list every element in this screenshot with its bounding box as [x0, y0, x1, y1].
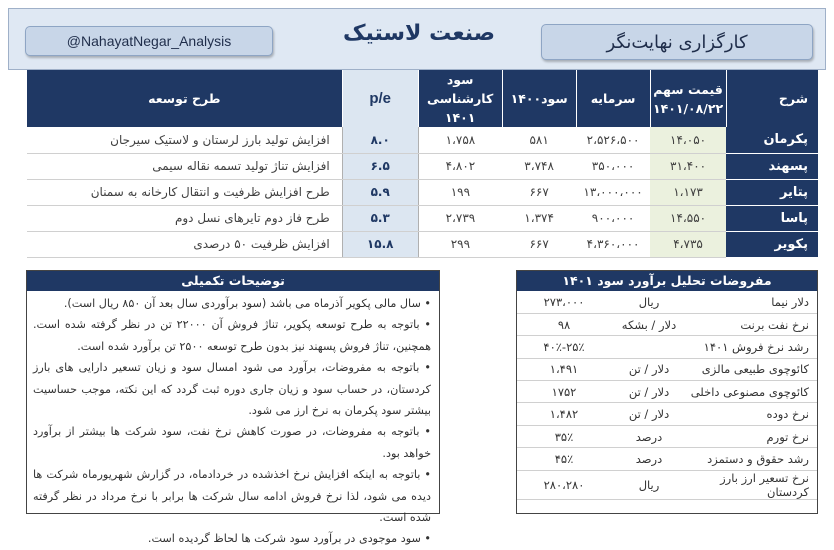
assumption-label: نرخ تورم [687, 425, 817, 447]
notes-body [27, 291, 439, 550]
note-item: • باتوجه به اینکه افزایش نرخ اخذشده در خردادماه، در گزارش شهریورماه شرکت ها دیده می شود، لذا نرخ فروش ادامه سال شرکت ها برابر با نرخ مرداد در نظر گرفته شده است. [33, 468, 431, 525]
plan-cell: طرح افزایش ظرفیت و انتقال کارخانه به سمنان [27, 179, 343, 205]
col-header-symbol: شرح [726, 70, 818, 127]
assumption-label: کائوچوی طبیعی مالزی [687, 358, 817, 380]
price-cell: ۱۴،۰۵۰ [650, 127, 726, 153]
col-header-capital: سرمایه [576, 70, 650, 127]
assumption-value: ۲۷۳،۰۰۰ [517, 291, 611, 313]
note-item: • سال مالی پکویر آذرماه می باشد (سود برآوردی سال بعد آن ۸۵۰ ریال است). [63, 297, 431, 310]
table-row [27, 179, 819, 205]
note-item: • باتوجه به مفروضات، برآورد می شود امسال سود و زیان تسعیر دارایی های بارز کردستان، در حساب سود و زیان جاری دوره ثبت گردد که این نکته، موجب حساسیت بیشتر سود پکرمان به نرخ ارز می شود. [33, 361, 431, 418]
col-header-expert-profit [418, 70, 502, 127]
col-header-profit1400: سود۱۴۰۰ [502, 70, 576, 127]
profit1400-cell: ۵۸۱ [502, 127, 576, 153]
capital-cell: ۲،۵۲۶،۵۰۰ [576, 127, 650, 153]
table-row [27, 153, 819, 179]
assumption-value: ۲۵٪-۴۰٪ [517, 336, 611, 358]
plan-cell: طرح فاز دوم تایرهای نسل دوم [27, 205, 343, 231]
assumption-unit: درصد [611, 448, 687, 470]
symbol-cell: پکویر [726, 231, 818, 257]
assumption-row [517, 448, 817, 470]
assumption-label: کائوچوی مصنوعی داخلی [687, 381, 817, 403]
table-row [27, 127, 819, 153]
assumption-unit: دلار / تن [611, 358, 687, 380]
price-cell: ۳۱،۴۰۰ [650, 153, 726, 179]
assumption-value: ۱،۴۹۱ [517, 358, 611, 380]
assumption-unit [611, 336, 687, 358]
assumption-unit: دلار / تن [611, 403, 687, 425]
assumption-unit: ریال [611, 470, 687, 499]
expert-profit-cell: ۱۹۹ [418, 179, 502, 205]
profit1400-cell: ۱،۳۷۴ [502, 205, 576, 231]
notes-title: توضیحات تکمیلی [27, 271, 439, 291]
assumptions-panel [516, 270, 818, 514]
profit1400-cell: ۶۶۷ [502, 179, 576, 205]
agency-name-button[interactable]: کارگزاری نهایت‌نگر [541, 24, 813, 60]
col-header-price [650, 70, 726, 127]
capital-cell: ۴،۳۶۰،۰۰۰ [576, 231, 650, 257]
profit1400-cell: ۶۶۷ [502, 231, 576, 257]
note-item: • باتوجه به مفروضات، در صورت کاهش نرخ نفت، سود شرکت ها بیشتر از برآورد خواهد بود. [33, 425, 431, 460]
assumption-row [517, 470, 817, 499]
assumptions-table [517, 291, 817, 500]
symbol-cell: پکرمان [726, 127, 818, 153]
assumption-label: دلار نیما [687, 291, 817, 313]
price-cell: ۱۴،۵۵۰ [650, 205, 726, 231]
expert-profit-cell: ۴،۸۰۲ [418, 153, 502, 179]
expert-header-line1: سود کارشناسی [427, 72, 494, 106]
assumption-value: ۴۵٪ [517, 448, 611, 470]
assumption-label: نرخ نفت برنت [687, 313, 817, 335]
plan-cell: افزایش ظرفیت ۵۰ درصدی [27, 231, 343, 257]
channel-handle-button[interactable]: @NahayatNegar_Analysis [25, 26, 273, 56]
assumption-row [517, 313, 817, 335]
plan-cell: افزایش تناژ تولید تسمه نقاله سیمی [27, 153, 343, 179]
pe-cell: ۱۵.۸ [342, 231, 418, 257]
assumption-unit: دلار / بشکه [611, 313, 687, 335]
assumptions-title: مفروضات تحلیل برآورد سود ۱۴۰۱ [517, 271, 817, 291]
price-cell: ۴،۷۳۵ [650, 231, 726, 257]
assumption-value: ۱۷۵۲ [517, 381, 611, 403]
symbol-cell: پسهند [726, 153, 818, 179]
note-item: • باتوجه به طرح توسعه پکویر، تناژ فروش آن ۲۲۰۰۰ تن در نظر گرفته شده است. همچنین، تناژ فروش پسهند نیز بدون طرح توسعه ۲۵۰۰ تن برآورد شده است. [33, 318, 431, 353]
symbol-cell: پتایر [726, 179, 818, 205]
header-banner [8, 8, 826, 70]
assumption-unit: دلار / تن [611, 381, 687, 403]
assumption-unit: درصد [611, 425, 687, 447]
pe-cell: ۵.۳ [342, 205, 418, 231]
note-item: • سود موجودی در برآورد سود شرکت ها لحاظ گردیده است. [147, 532, 431, 546]
assumption-row [517, 425, 817, 447]
symbol-cell: پاسا [726, 205, 818, 231]
notes-panel [26, 270, 440, 546]
capital-cell: ۹۰۰،۰۰۰ [576, 205, 650, 231]
table-row [27, 231, 819, 257]
assumption-row [517, 403, 817, 425]
capital-cell: ۳۵۰،۰۰۰ [576, 153, 650, 179]
table-row [27, 205, 819, 231]
assumption-label: نرخ تسعیر ارز بارز کردستان [687, 470, 817, 499]
pe-cell: ۶.۵ [342, 153, 418, 179]
capital-cell: ۱۳،۰۰۰،۰۰۰ [576, 179, 650, 205]
assumption-value: ۱،۴۸۲ [517, 403, 611, 425]
assumption-value: ۹۸ [517, 313, 611, 335]
assumption-value: ۳۵٪ [517, 425, 611, 447]
plan-cell: افزایش تولید بارز لرستان و لاستیک سیرجان [27, 127, 343, 153]
assumption-row [517, 336, 817, 358]
assumption-row [517, 381, 817, 403]
page-title: صنعت لاستیک [342, 21, 496, 46]
expert-profit-cell: ۲۹۹ [418, 231, 502, 257]
col-header-pe: p/e [342, 70, 418, 127]
pe-cell: ۸.۰ [342, 127, 418, 153]
price-cell: ۱،۱۷۳ [650, 179, 726, 205]
pe-cell: ۵.۹ [342, 179, 418, 205]
expert-header-line2: ۱۴۰۱ [444, 110, 476, 125]
assumption-row [517, 291, 817, 313]
assumption-label: نرخ دوده [687, 403, 817, 425]
expert-profit-cell: ۲،۷۳۹ [418, 205, 502, 231]
assumption-label: رشد نرخ فروش ۱۴۰۱ [687, 336, 817, 358]
col-header-plan: طرح توسعه [27, 70, 343, 127]
price-header-date: ۱۴۰۱/۰۸/۲۲ [652, 100, 724, 116]
profit1400-cell: ۳،۷۴۸ [502, 153, 576, 179]
assumption-label: رشد حقوق و دستمزد [687, 448, 817, 470]
stocks-table-header [27, 70, 819, 127]
assumption-row [517, 358, 817, 380]
assumption-value: ۲۸۰،۲۸۰ [517, 470, 611, 499]
assumption-unit: ریال [611, 291, 687, 313]
expert-profit-cell: ۱،۷۵۸ [418, 127, 502, 153]
price-header-line1: قیمت سهم [653, 81, 723, 97]
stocks-table [26, 70, 818, 258]
